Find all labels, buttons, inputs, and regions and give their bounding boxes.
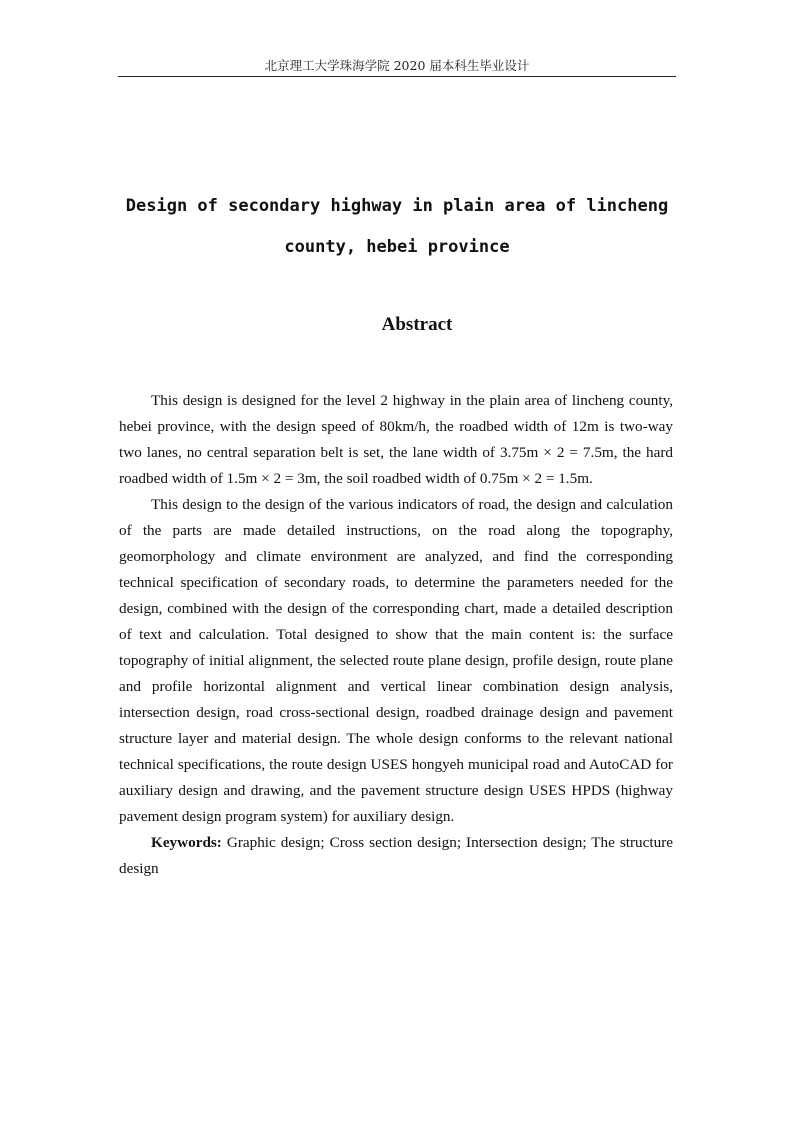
keywords-label: Keywords: <box>151 834 222 851</box>
keywords <box>119 830 673 882</box>
keywords-text: Graphic design; Cross section design; Intersection design; The structure design <box>119 834 673 877</box>
running-header: 北京理工大学珠海学院 2020 届本科生毕业设计 <box>264 58 530 73</box>
abstract-paragraph-2: This design to the design of the various indicators of road, the design and calculation of the parts are made detailed instructions, on the road along the topography, geomorphology and climate environment are analyzed, and find the corresponding technical specification of secondary roads, to determine the parameters needed for the design, combined with the design of the corresponding chart, made a detailed description of text and calculation. Total designed to show that the main content is: the surface topography of initial alignment, the selected route plane design, profile design, route plane and profile horizontal alignment and vertical linear combination design analysis, intersection design, road cross-sectional design, roadbed drainage design and pavement structure layer and material design. The whole design conforms to the relevant national technical specifications, the route design USES hongyeh municipal road and AutoCAD for auxiliary design and drawing, and the pavement structure design USES HPDS (highway pavement design program system) for auxiliary design. <box>119 496 673 825</box>
paper-title-line-1: Design of secondary highway in plain area of lincheng <box>125 196 669 216</box>
abstract-heading: Abstract <box>381 314 453 335</box>
paper-title-line-2: county, hebei province <box>284 237 510 257</box>
paper-title <box>100 186 694 268</box>
abstract-body <box>119 388 673 882</box>
abstract-paragraph-1: This design is designed for the level 2 highway in the plain area of lincheng county, hebei province, with the design speed of 80km/h, the roadbed width of 12m is two-way two lanes, no central separation belt is set, the lane width of 3.75m × 2 = 7.5m, the hard roadbed width of 1.5m × 2 = 3m, the soil roadbed width of 0.75m × 2 = 1.5m. <box>119 392 673 487</box>
header-rule <box>118 76 676 77</box>
